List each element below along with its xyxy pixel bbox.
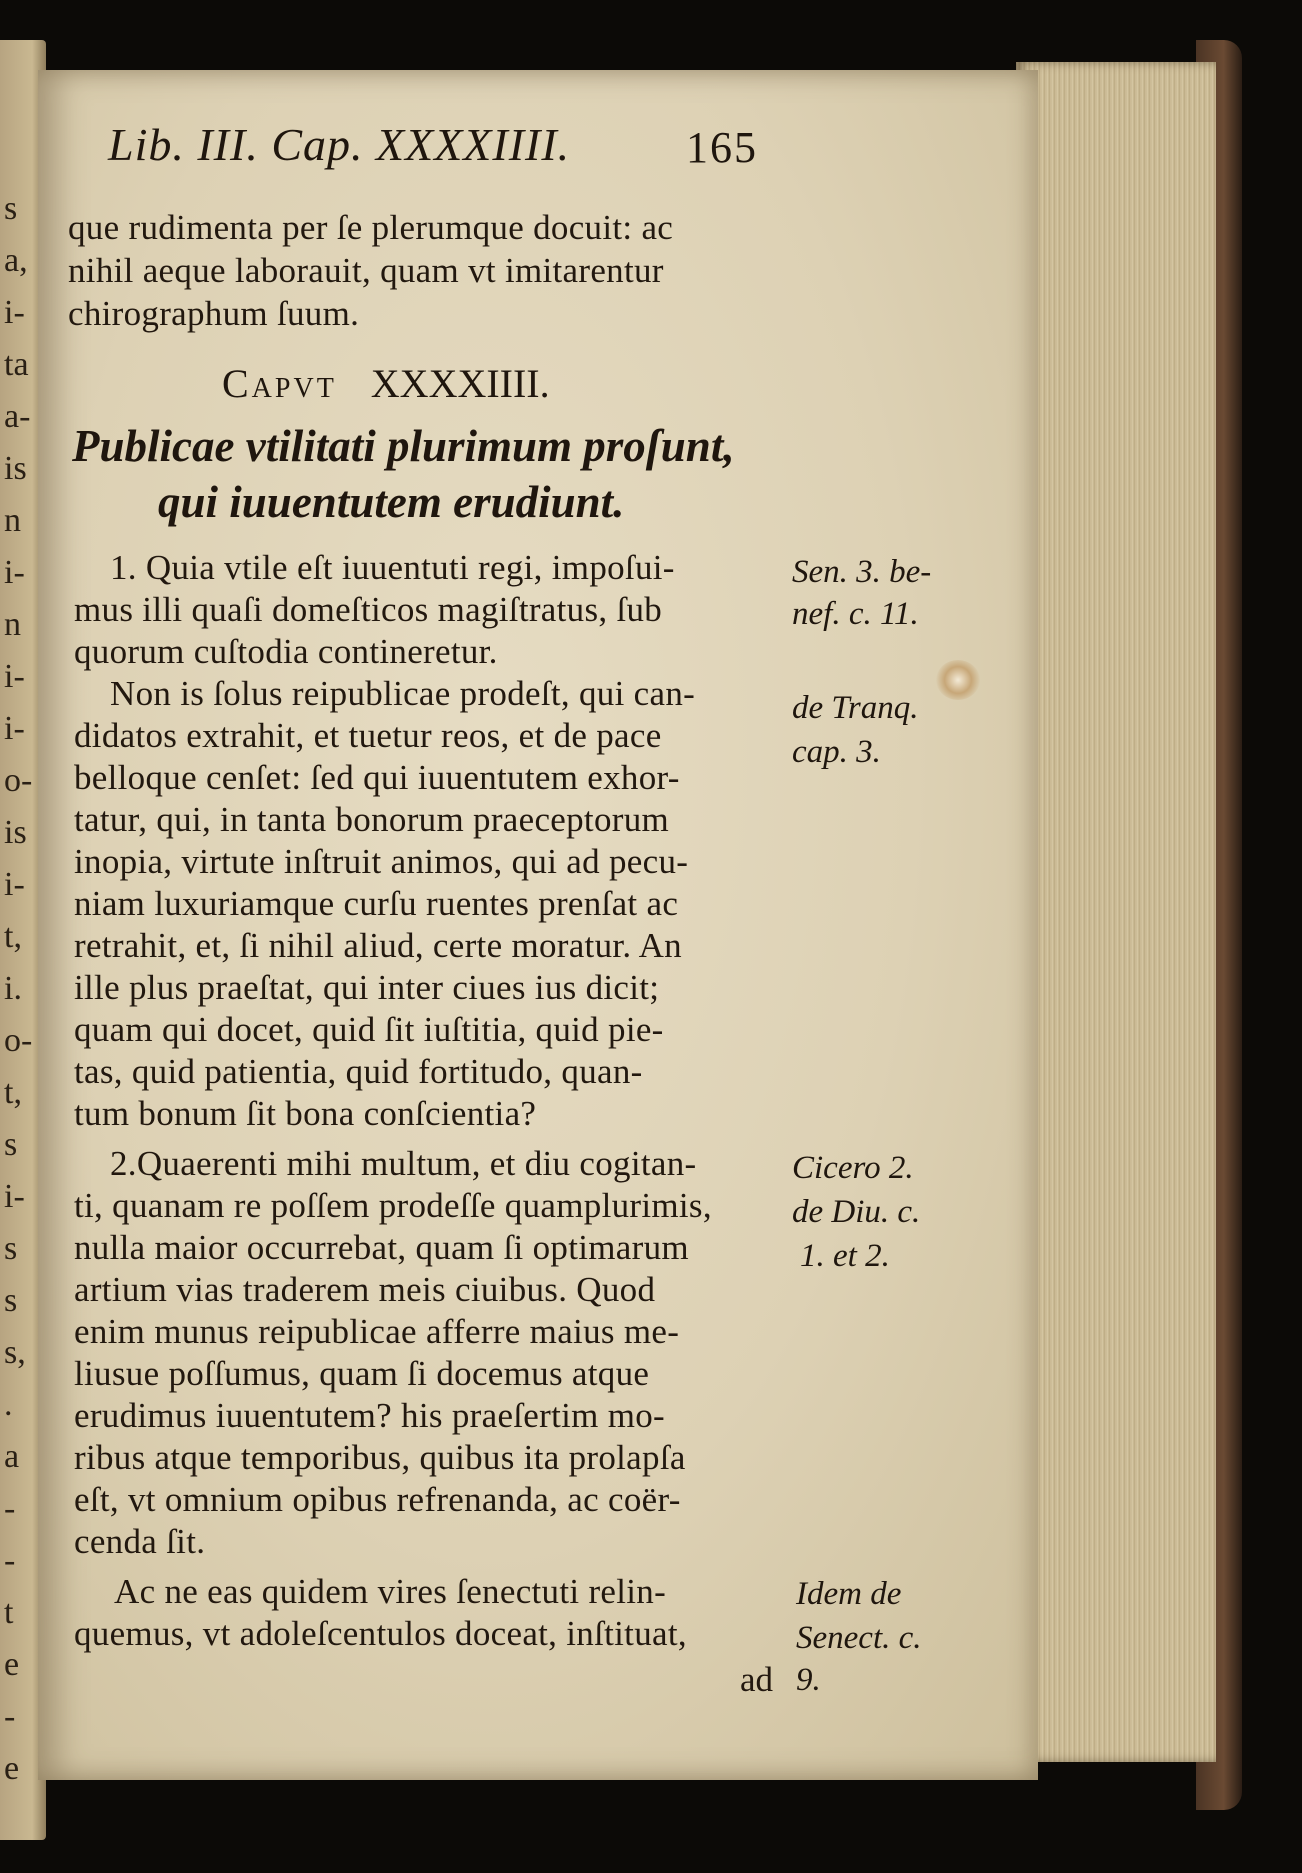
margin-note-line: 1. et 2. <box>800 1238 890 1274</box>
chapter-label: Capvt <box>222 361 337 406</box>
text-line: 2.Quaerenti mihi multum, et diu cogitan- <box>110 1144 697 1183</box>
margin-note-line: de Tranq. <box>792 690 919 726</box>
edge-fragment: i- <box>4 554 25 591</box>
edge-fragment: . <box>4 1386 13 1423</box>
text-line: Non is ſolus reipublicae prodeſt, qui can- <box>110 674 696 713</box>
text-line: Ac ne eas quidem vires ſenectuti relin- <box>114 1572 667 1611</box>
edge-fragment: i- <box>4 710 25 747</box>
paper-stain <box>936 660 980 700</box>
text-line: mus illi quaſi domeſticos magiſtratus, ſub <box>74 590 663 629</box>
page-block-edges <box>1016 62 1216 1762</box>
edge-fragment: t <box>4 1594 14 1631</box>
edge-fragment: is <box>4 450 27 487</box>
edge-fragment: e <box>4 1750 20 1787</box>
edge-fragment: i- <box>4 658 25 695</box>
text-line: ti, quanam re poſſem prodeſſe quamplurimis, <box>74 1186 712 1225</box>
text-line: tum bonum ſit bona conſcientia? <box>74 1094 537 1133</box>
margin-note-line: de Diu. c. <box>792 1194 921 1230</box>
edge-fragment: i- <box>4 294 25 331</box>
edge-fragment: s, <box>4 1334 26 1371</box>
edge-fragment: s <box>4 1126 18 1163</box>
text-line: niam luxuriamque curſu ruentes prenſat ac <box>74 884 679 923</box>
text-line: quorum cuſtodia contineretur. <box>74 632 498 671</box>
edge-fragment: a, <box>4 242 28 279</box>
text-line: didatos extrahit, et tuetur reos, et de pace <box>74 716 662 755</box>
text-line: 1. Quia vtile eſt iuuentuti regi, impoſui- <box>110 548 675 587</box>
margin-note-line: Idem de <box>796 1576 902 1612</box>
edge-fragment: t, <box>4 918 22 955</box>
edge-fragment: is <box>4 814 27 851</box>
text-line: quam qui docet, quid ſit iuſtitia, quid pie- <box>74 1010 664 1049</box>
page-number: 165 <box>686 123 758 172</box>
text-line: artium vias traderem meis ciuibus. Quod <box>74 1270 656 1309</box>
edge-fragment: i- <box>4 866 25 903</box>
text-line: liusue poſſumus, quam ſi docemus atque <box>74 1354 650 1393</box>
edge-fragment: n <box>4 502 21 539</box>
edge-fragment: o- <box>4 1022 33 1059</box>
text-line: erudimus iuuentutem? his praeſertim mo- <box>74 1396 665 1435</box>
edge-fragment: - <box>4 1490 16 1527</box>
text-line: enim munus reipublicae afferre maius me- <box>74 1312 680 1351</box>
text-line: tatur, qui, in tanta bonorum praeceptorum <box>74 800 670 839</box>
text-line: cenda ſit. <box>74 1522 206 1561</box>
edge-fragment: a <box>4 1438 20 1475</box>
text-line: ille plus praeſtat, qui inter ciues ius dicit; <box>74 968 660 1007</box>
edge-fragment: s <box>4 1230 18 1267</box>
margin-note-line: nef. c. 11. <box>792 596 919 632</box>
text-line: chirographum ſuum. <box>68 294 360 333</box>
edge-fragment: s <box>4 1282 18 1319</box>
margin-note-line: cap. 3. <box>792 734 881 770</box>
text-line: eſt, vt omnium opibus refrenanda, ac coër- <box>74 1480 681 1519</box>
edge-fragment: s <box>4 190 18 227</box>
edge-fragment: i. <box>4 970 22 1007</box>
edge-fragment: o- <box>4 762 33 799</box>
edge-fragment: n <box>4 606 21 643</box>
catchword: ad <box>740 1660 774 1699</box>
edge-fragment: t, <box>4 1074 22 1111</box>
edge-fragment: i- <box>4 1178 25 1215</box>
chapter-number: XXXXIIII. <box>370 361 550 406</box>
edge-fragment: - <box>4 1698 16 1735</box>
text-line: nihil aeque laborauit, quam vt imitarentur <box>68 251 664 290</box>
text-line: inopia, virtute inſtruit animos, qui ad pecu- <box>74 842 689 881</box>
margin-note-line: Sen. 3. be- <box>792 554 932 590</box>
text-line: quemus, vt adoleſcentulos doceat, inſtituat, <box>74 1614 687 1653</box>
text-line: que rudimenta per ſe plerumque docuit: ac <box>68 208 674 247</box>
text-line: retrahit, et, ſi nihil aliud, certe moratur. An <box>74 926 682 965</box>
chapter-heading <box>222 360 550 407</box>
edge-fragment: ta <box>4 346 29 383</box>
text-line: nulla maior occurrebat, quam ſi optimarum <box>74 1228 689 1267</box>
margin-note-line: 9. <box>796 1662 821 1698</box>
text-line: tas, quid patientia, quid fortitudo, quan- <box>74 1052 643 1091</box>
text-line: ribus atque temporibus, quibus ita prolapſa <box>74 1438 686 1477</box>
margin-note-line: Cicero 2. <box>792 1150 914 1186</box>
margin-note-line: Senect. c. <box>796 1620 922 1656</box>
edge-fragment: - <box>4 1542 16 1579</box>
running-head: Lib. III. Cap. XXXXIIII. <box>108 119 571 170</box>
chapter-title-line: qui iuuentutem erudiunt. <box>158 477 625 527</box>
chapter-title-line: Publicae vtilitati plurimum proſunt, <box>72 421 735 471</box>
edge-fragment: e <box>4 1646 20 1683</box>
text-line: belloque cenſet: ſed qui iuuentutem exhor- <box>74 758 680 797</box>
edge-fragment: a- <box>4 398 31 435</box>
